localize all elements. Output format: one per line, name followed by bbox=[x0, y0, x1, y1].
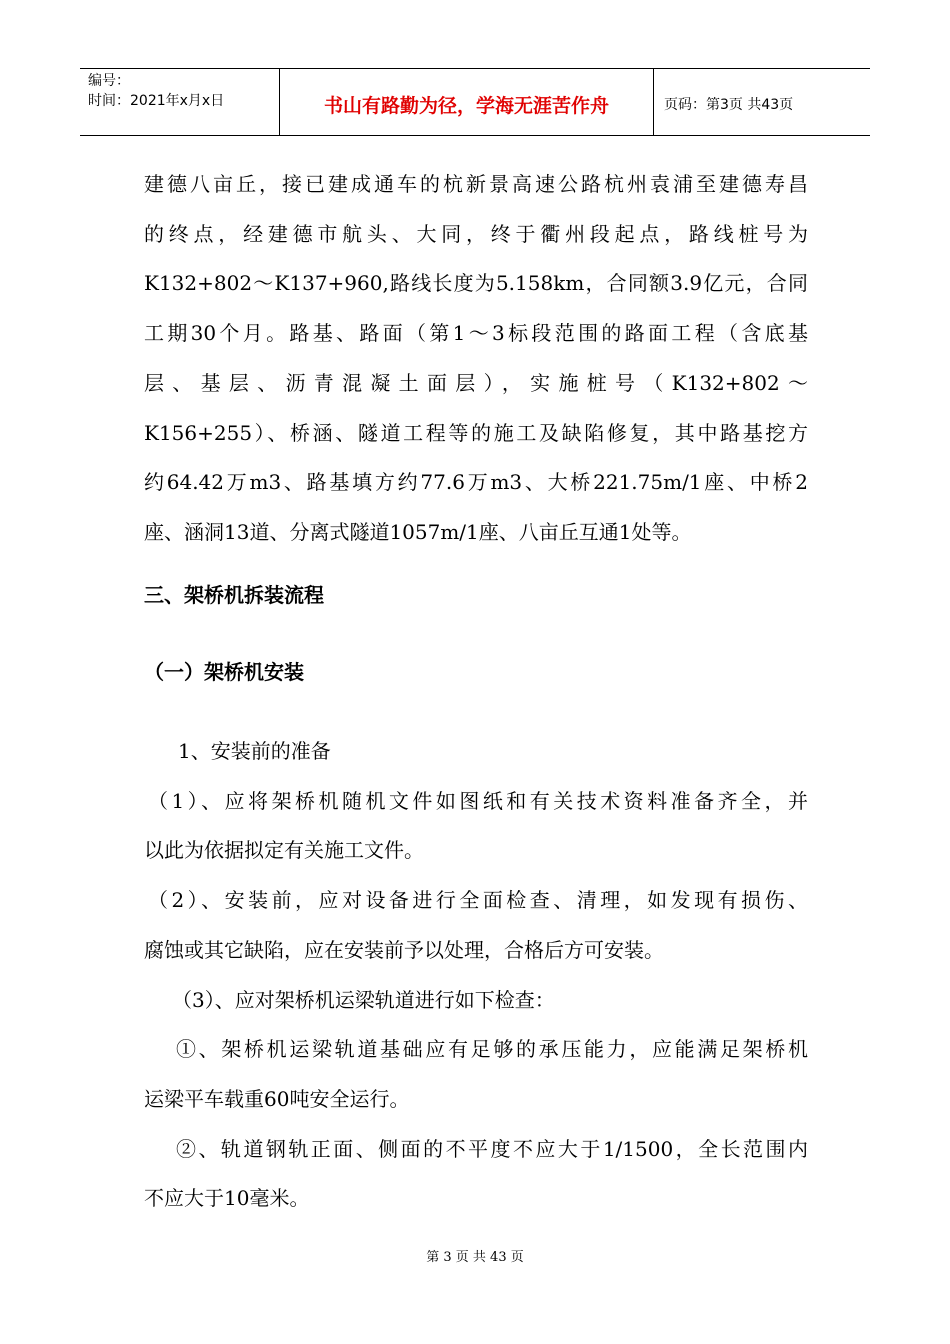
paragraph-line: （1）、应将架桥机随机文件如图纸和有关技术资料准备齐全，并 bbox=[148, 788, 808, 813]
section-heading: 三、架桥机拆装流程 bbox=[144, 583, 324, 607]
paragraph-line: ①、架桥机运梁轨道基础应有足够的承压能力，应能满足架桥机 bbox=[176, 1037, 808, 1062]
intro-line: 约64.42万m3、路基填方约77.6万m3、大桥221.75m/1座、中桥2 bbox=[144, 470, 808, 495]
intro-line: 建德八亩丘，接已建成通车的杭新景高速公路杭州袁浦至建德寿昌 bbox=[144, 172, 808, 196]
intro-paragraph bbox=[144, 160, 808, 558]
intro-line: 的终点，经建德市航头、大同，终于衢州段起点，路线桩号为 bbox=[144, 221, 808, 246]
doc-code-label: 编号： bbox=[88, 73, 130, 89]
page-footer: 第 3 页 共 43 页 bbox=[426, 1250, 524, 1265]
header-meta bbox=[80, 69, 280, 135]
paragraph-line: 不应大于10毫米。 bbox=[144, 1186, 310, 1211]
header-motto: 书山有路勤为径，学海无涯苦作舟 bbox=[280, 69, 654, 135]
intro-line: 座、涵洞13道、分离式隧道1057m/1座、八亩丘互通1处等。 bbox=[144, 519, 692, 544]
page-header bbox=[80, 68, 870, 136]
intro-line: K132+802～K137+960,路线长度为5.158km，合同额3.9亿元，合同 bbox=[144, 271, 808, 296]
intro-line: K156+255）、桥涵、隧道工程等的施工及缺陷修复，其中路基挖方 bbox=[144, 420, 808, 445]
body-text bbox=[144, 727, 808, 1224]
paragraph-line: 以此为依据拟定有关施工文件。 bbox=[144, 838, 424, 863]
intro-line: 工期30个月。路基、路面（第1～3标段范围的路面工程（含底基 bbox=[144, 321, 808, 346]
header-page-info: 页码：第3页 共43页 bbox=[664, 97, 794, 113]
paragraph-line: 腐蚀或其它缺陷，应在安装前予以处理，合格后方可安装。 bbox=[144, 937, 664, 962]
intro-line: 层、基层、沥青混凝土面层），实施桩号（K132+802～ bbox=[144, 370, 808, 395]
subsection-heading: （一）架桥机安装 bbox=[144, 660, 304, 684]
paragraph-line: （3）、应对架桥机运梁轨道进行如下检查： bbox=[172, 987, 555, 1012]
paragraph-line: 运梁平车载重60吨安全运行。 bbox=[144, 1086, 410, 1111]
paragraph-line: ②、轨道钢轨正面、侧面的不平度不应大于1/1500，全长范围内 bbox=[176, 1136, 808, 1161]
paragraph-line: （2）、安装前，应对设备进行全面检查、清理，如发现有损伤、 bbox=[148, 888, 808, 913]
item-heading: 1、安装前的准备 bbox=[178, 739, 331, 763]
doc-time-label: 时间：2021年x月x日 bbox=[88, 93, 225, 109]
